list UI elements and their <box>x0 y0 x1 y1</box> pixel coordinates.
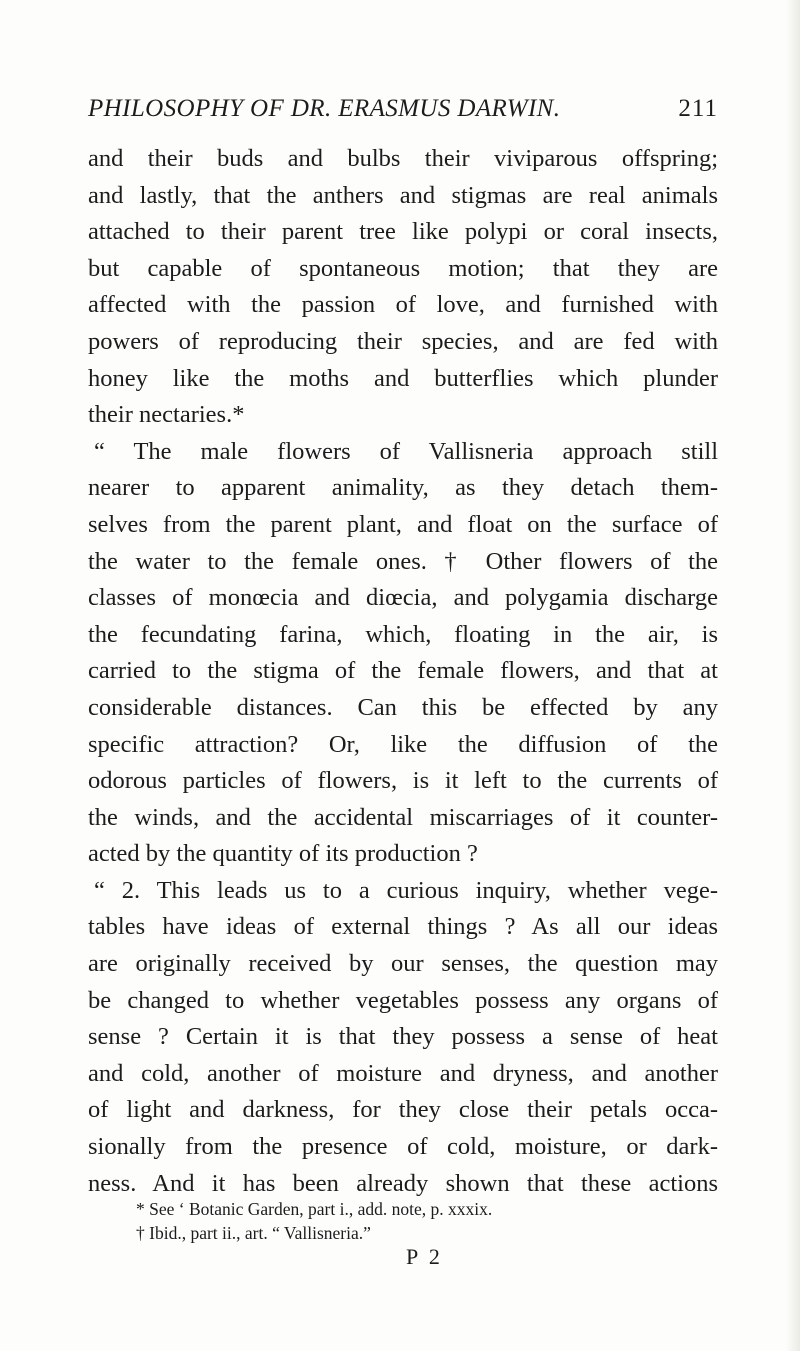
text-line: acted by the quantity of its production ? <box>88 840 478 868</box>
text-line: of light and darkness, for they close their petals occa- <box>88 1096 718 1124</box>
text-line: “ 2. This leads us to a curious inquiry, whether vege- <box>94 876 718 904</box>
text-line: classes of monœcia and diœcia, and polygamia discharge <box>88 584 718 612</box>
text-line: “ The male flowers of Vallisneria approach still <box>94 437 718 465</box>
text-line: their nectaries.* <box>88 401 245 429</box>
text-line: specific attraction? Or, like the diffusion of the <box>88 730 718 758</box>
text-line: affected with the passion of love, and furnished with <box>88 291 718 319</box>
page-number: 211 <box>678 95 718 122</box>
text-line: attached to their parent tree like polypi or coral insects, <box>88 218 718 246</box>
text-line: are originally received by our senses, the question may <box>88 950 718 978</box>
footnotes <box>136 1197 736 1245</box>
text-line: sionally from the presence of cold, moisture, or dark- <box>88 1133 718 1161</box>
text-line: nearer to apparent animality, as they detach them- <box>88 474 718 502</box>
text-line: be changed to whether vegetables possess any organs of <box>88 986 718 1014</box>
footnote: * See ‘ Botanic Garden, part i., add. note, p. xxxix. <box>136 1199 493 1219</box>
text-line: the winds, and the accidental miscarriages of it counter- <box>88 803 718 831</box>
page-edge-shadow <box>786 0 800 1351</box>
text-line: odorous particles of flowers, is it left to the currents of <box>88 767 718 795</box>
text-line: carried to the stigma of the female flowers, and that at <box>88 657 718 685</box>
text-line: and cold, another of moisture and dryness, and another <box>88 1059 718 1087</box>
text-line: ness. And it has been already shown that these actions <box>88 1169 718 1197</box>
text-line: considerable distances. Can this be effected by any <box>88 693 718 721</box>
running-head: PHILOSOPHY OF DR. ERASMUS DARWIN. <box>88 95 561 122</box>
text-line: tables have ideas of external things ? As all our ideas <box>88 913 718 941</box>
footnote: † Ibid., part ii., art. “ Vallisneria.” <box>136 1223 371 1243</box>
text-line: and their buds and bulbs their viviparous offspring; <box>88 145 718 172</box>
signature-mark: P 2 <box>406 1244 443 1269</box>
body-text <box>88 141 718 1202</box>
text-line: selves from the parent plant, and float on the surface of <box>88 510 718 538</box>
text-line: but capable of spontaneous motion; that they are <box>88 254 718 282</box>
text-line: sense ? Certain it is that they possess a sense of heat <box>88 1023 718 1051</box>
text-line: powers of reproducing their species, and are fed with <box>88 327 718 355</box>
text-line: the fecundating farina, which, floating in the air, is <box>88 620 718 648</box>
text-line: honey like the moths and butterflies which plunder <box>88 364 718 392</box>
text-line: and lastly, that the anthers and stigmas are real animals <box>88 181 718 209</box>
text-line: the water to the female ones. † Other flowers of the <box>88 547 718 575</box>
page-header <box>88 95 718 131</box>
